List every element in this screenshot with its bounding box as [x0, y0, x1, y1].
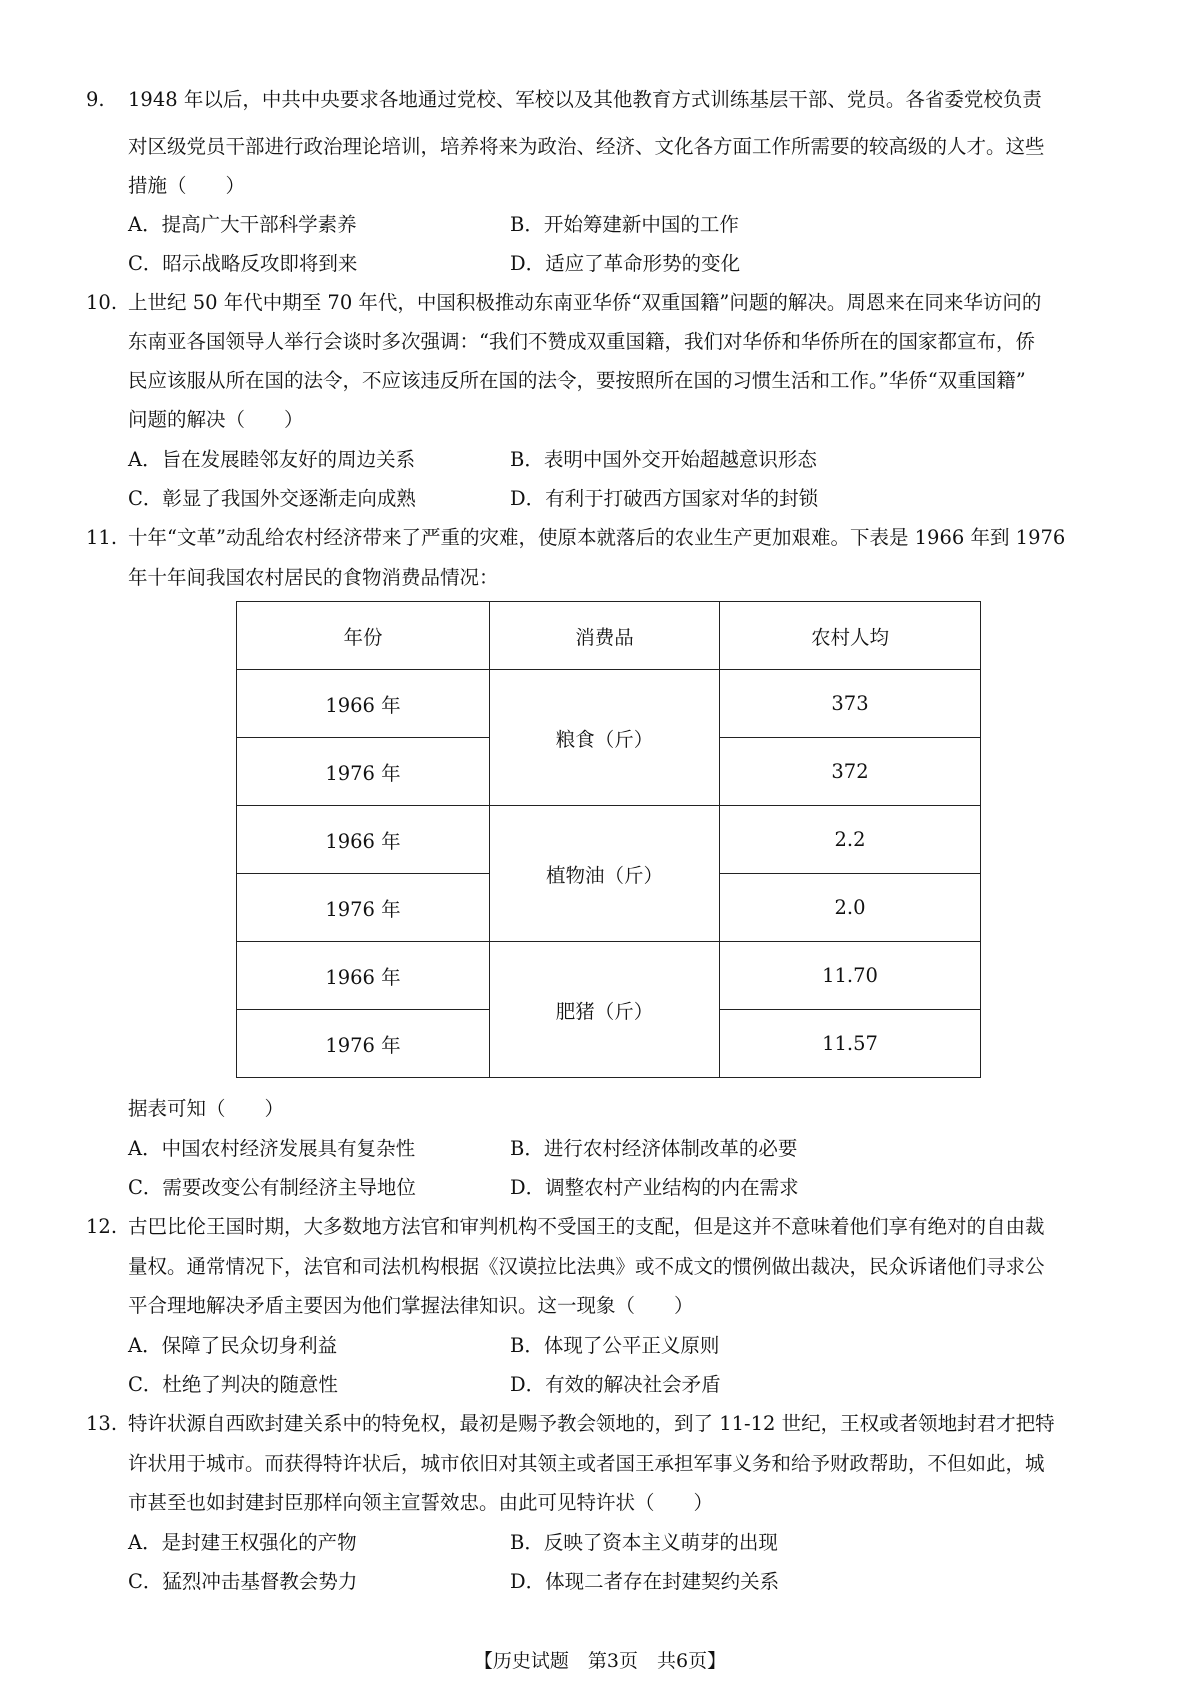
table-cell-year: 1966 年	[237, 670, 490, 738]
option-d[interactable]: D．有利于打破西方国家对华的封锁	[510, 487, 819, 510]
option-a[interactable]: A．旨在发展睦邻友好的周边关系	[128, 448, 416, 471]
question-text-line: 东南亚各国领导人举行会谈时多次强调：“我们不赞成双重国籍，我们对华侨和华侨所在的国家都宣布，侨	[128, 330, 1035, 353]
question-number: 10.	[86, 291, 118, 314]
question-number: 12.	[86, 1215, 118, 1238]
question-text-line: 问题的解决（ ）	[128, 408, 304, 431]
question-text-line: 对区级党员干部进行政治理论培训，培养将来为政治、经济、文化各方面工作所需要的较高级的人才。这些	[128, 135, 1045, 158]
table-header-cell: 年份	[237, 602, 490, 670]
option-a[interactable]: A．提高广大干部科学素养	[128, 213, 357, 236]
option-a[interactable]: A．保障了民众切身利益	[128, 1334, 338, 1357]
question-number: 11.	[86, 526, 118, 549]
question-text-line: 特许状源自西欧封建关系中的特免权，最初是赐予教会领地的，到了 11-12 世纪，王权或者领地封君才把特	[128, 1412, 1055, 1435]
option-d[interactable]: D．体现二者存在封建契约关系	[510, 1570, 780, 1593]
question-number: 9.	[86, 88, 105, 111]
table-cell-year: 1976 年	[237, 874, 490, 942]
question-text-line: 上世纪 50 年代中期至 70 年代，中国积极推动东南亚华侨“双重国籍”问题的解决。周恩来在同来华访问的	[128, 291, 1042, 314]
question-stem: 据表可知（ ）	[128, 1097, 285, 1120]
question-text-line: 民应该服从所在国的法令，不应该违反所在国的法令，要按照所在国的习惯生活和工作。”华侨“双重国籍”	[128, 369, 1026, 392]
option-a[interactable]: A．中国农村经济发展具有复杂性	[128, 1137, 416, 1160]
option-b[interactable]: B．开始筹建新中国的工作	[510, 213, 739, 236]
question-text-line: 年十年间我国农村居民的食物消费品情况：	[128, 566, 499, 589]
question-text-line: 平合理地解决矛盾主要因为他们掌握法律知识。这一现象（ ）	[128, 1294, 694, 1317]
table-cell-year: 1976 年	[237, 1010, 490, 1078]
table-cell-value: 372	[720, 738, 981, 806]
table-cell-value: 373	[720, 670, 981, 738]
question-text-line: 古巴比伦王国时期，大多数地方法官和审判机构不受国王的支配，但是这并不意味着他们享有绝对的自由裁	[128, 1215, 1045, 1238]
question-text-line: 量权。通常情况下，法官和司法机构根据《汉谟拉比法典》或不成文的惯例做出裁决，民众诉诸他们寻求公	[128, 1255, 1045, 1278]
option-c[interactable]: C．猛烈冲击基督教会势力	[128, 1570, 358, 1593]
table-cell-year: 1966 年	[237, 942, 490, 1010]
option-c[interactable]: C．杜绝了判决的随意性	[128, 1373, 338, 1396]
table-cell-item: 肥猪（斤）	[490, 942, 720, 1078]
table-header-row	[237, 602, 981, 670]
question-text-line: 十年“文革”动乱给农村经济带来了严重的灾难，使原本就落后的农业生产更加艰难。下表是 1966 年到 1976	[128, 526, 1066, 549]
option-d[interactable]: D．有效的解决社会矛盾	[510, 1373, 721, 1396]
page-footer: 【历史试题 第3页 共6页】	[473, 1650, 727, 1672]
table-cell-value: 2.2	[720, 806, 981, 874]
table-header-cell: 消费品	[490, 602, 720, 670]
consumption-table	[236, 601, 981, 1078]
option-b[interactable]: B．表明中国外交开始超越意识形态	[510, 448, 817, 471]
option-c[interactable]: C．需要改变公有制经济主导地位	[128, 1176, 416, 1199]
question-text-line: 措施（ ）	[128, 174, 246, 197]
table-cell-year: 1976 年	[237, 738, 490, 806]
table-cell-value: 2.0	[720, 874, 981, 942]
option-a[interactable]: A．是封建王权强化的产物	[128, 1531, 357, 1554]
table-header-cell: 农村人均	[720, 602, 981, 670]
question-text-line: 许状用于城市。而获得特许状后，城市依旧对其领主或者国王承担军事义务和给予财政帮助，不但如此，城	[128, 1452, 1045, 1475]
option-c[interactable]: C．昭示战略反攻即将到来	[128, 252, 358, 275]
option-b[interactable]: B．反映了资本主义萌芽的出现	[510, 1531, 778, 1554]
option-d[interactable]: D．适应了革命形势的变化	[510, 252, 741, 275]
table-row	[237, 806, 981, 874]
table-cell-item: 植物油（斤）	[490, 806, 720, 942]
table-cell-value: 11.70	[720, 942, 981, 1010]
option-d[interactable]: D．调整农村产业结构的内在需求	[510, 1176, 799, 1199]
table-row	[237, 942, 981, 1010]
question-text-line: 1948 年以后，中共中央要求各地通过党校、军校以及其他教育方式训练基层干部、党员。各省委党校负责	[128, 88, 1042, 111]
question-number: 13.	[86, 1412, 118, 1435]
question-text-line: 市甚至也如封建封臣那样向领主宣誓效忠。由此可见特许状（ ）	[128, 1491, 714, 1514]
table-cell-item: 粮食（斤）	[490, 670, 720, 806]
table-cell-value: 11.57	[720, 1010, 981, 1078]
option-b[interactable]: B．体现了公平正义原则	[510, 1334, 720, 1357]
table-cell-year: 1966 年	[237, 806, 490, 874]
option-b[interactable]: B．进行农村经济体制改革的必要	[510, 1137, 798, 1160]
table-row	[237, 670, 981, 738]
option-c[interactable]: C．彰显了我国外交逐渐走向成熟	[128, 487, 416, 510]
